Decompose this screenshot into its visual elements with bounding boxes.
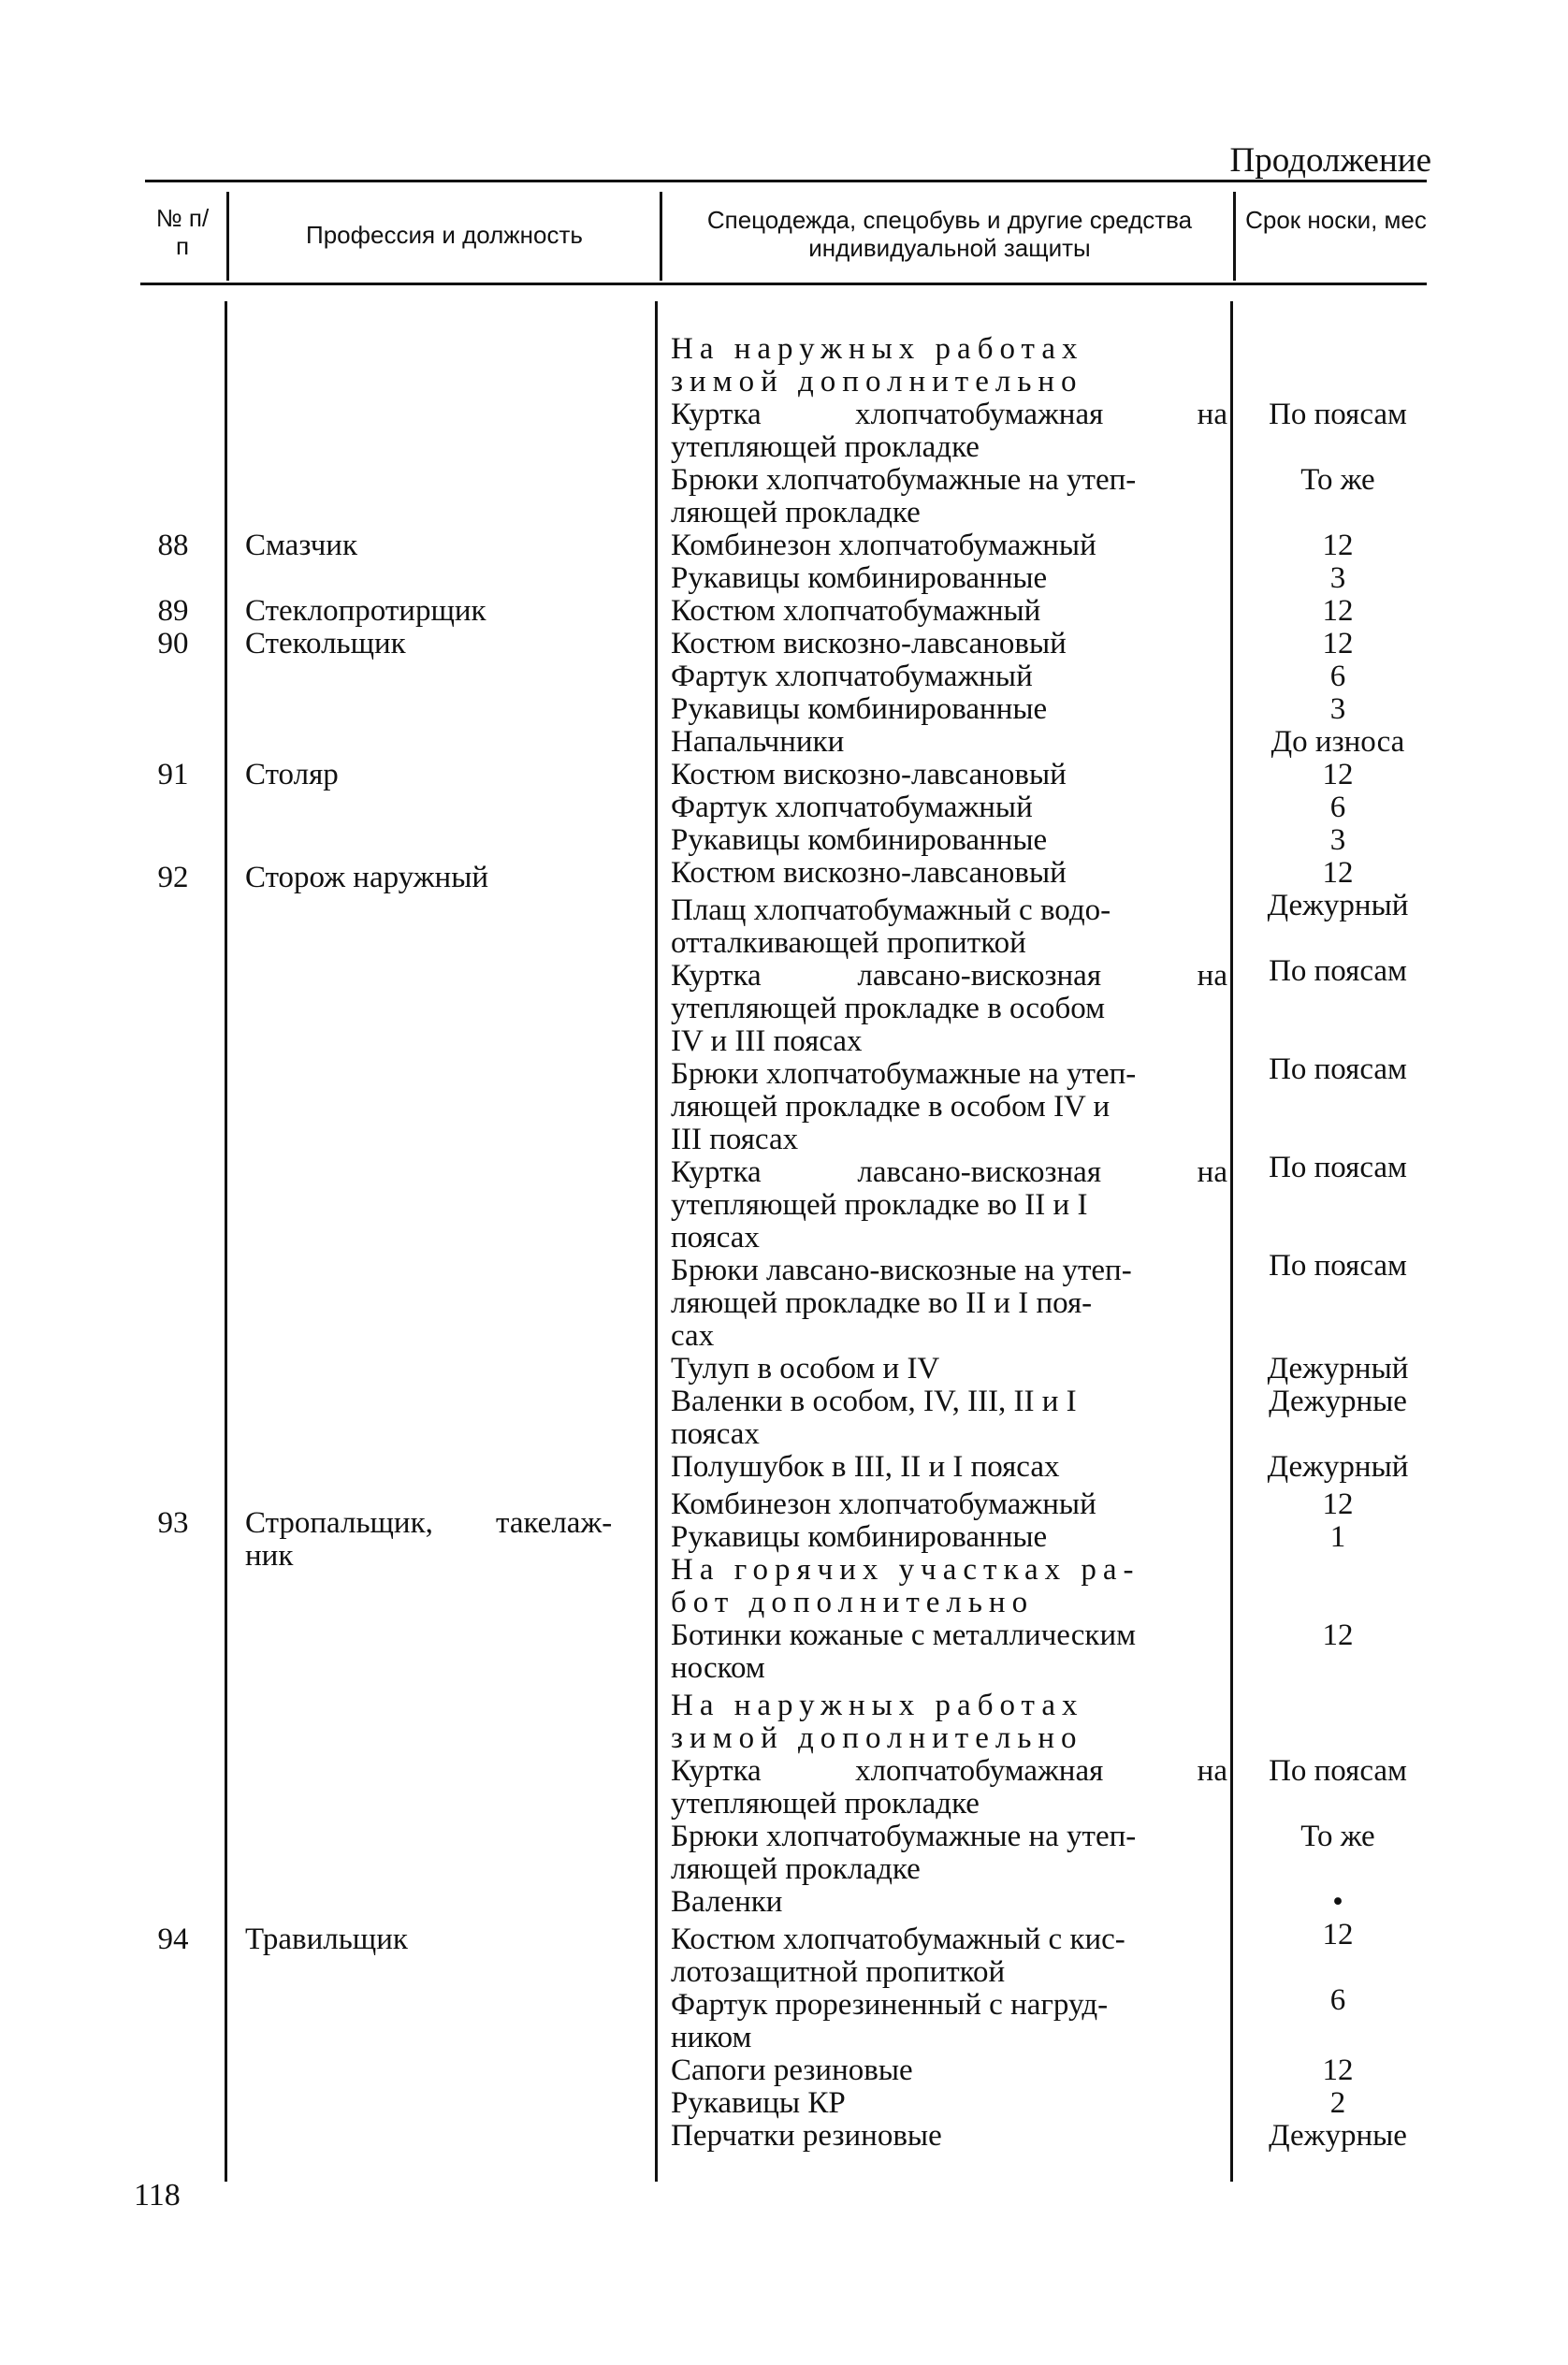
row-number: 93: [157, 1506, 189, 1540]
ppe-item-line: Напальчники: [671, 725, 845, 759]
wear-term-cell: 1: [1329, 1520, 1346, 1554]
wear-term-cell: 12: [1322, 594, 1354, 628]
wear-term-cell: 3: [1329, 692, 1346, 726]
ppe-item-line: Костюм вискозно-лавсановый: [671, 856, 1067, 890]
ppe-item-line: Фартук прорезиненный с нагруд-: [671, 1988, 1109, 2022]
wear-term-cell: 2: [1329, 2086, 1346, 2120]
ppe-item-line: зимой дополнительно: [671, 365, 1083, 399]
wear-term-cell: 6: [1329, 1983, 1346, 2017]
wear-term-cell: Дежурные: [1269, 2119, 1407, 2153]
ppe-item-line: ляющей прокладке: [671, 496, 921, 530]
ppe-item-line: Брюки хлопчатобумажные на утеп-: [671, 1057, 1137, 1091]
wear-term-cell: 12: [1322, 856, 1354, 890]
ppe-item-line: утепляющей прокладке: [671, 430, 980, 464]
ppe-item-line: Перчатки резиновые: [671, 2119, 942, 2153]
ppe-item-line: Валенки: [671, 1885, 783, 1919]
profession-name: ник: [245, 1539, 294, 1573]
page-number: 118: [134, 2178, 181, 2213]
wear-term-cell: То же: [1300, 463, 1375, 497]
header-items: Спецодежда, спецобувь и другие средства индивидуальной защиты: [706, 206, 1193, 262]
wear-term-cell: 12: [1322, 1618, 1354, 1652]
wear-term-cell: 12: [1322, 627, 1354, 660]
ppe-item-line: Брюки лавсано-вискозные на утеп-: [671, 1254, 1132, 1287]
ppe-item-line: На наружных работах: [671, 332, 1084, 366]
header-term: Срок носки, мес: [1245, 206, 1427, 234]
wear-term-cell: По поясам: [1269, 398, 1407, 431]
row-number: 92: [157, 861, 189, 894]
ppe-item-line: Комбинезон хлопчатобумажный: [671, 529, 1096, 562]
wear-term-cell: Дежурный: [1267, 1352, 1409, 1386]
ppe-item-line: Полушубок в III, II и I поясах: [671, 1450, 1060, 1484]
wear-term-cell: 6: [1329, 660, 1346, 693]
wear-term-cell: 6: [1329, 791, 1346, 824]
profession-name: Стеклопротирщик: [245, 594, 486, 628]
wear-term-cell: Дежурные: [1269, 1385, 1407, 1418]
body-divider-2: [655, 301, 658, 2182]
ppe-item-line: Куртка хлопчатобумажная на: [671, 1754, 1227, 1788]
row-number: 94: [157, 1922, 189, 1956]
ppe-item-line: Ботинки кожаные с металлическим: [671, 1618, 1136, 1652]
ppe-item-line: Плащ хлопчатобумажный с водо-: [671, 893, 1111, 927]
row-number: 89: [157, 594, 189, 628]
ppe-item-line: Костюм вискозно-лавсановый: [671, 758, 1067, 791]
wear-term-cell: По поясам: [1269, 1151, 1407, 1184]
header-profession: Профессия и должность: [306, 221, 583, 249]
header-divider-1: [226, 192, 229, 281]
body-divider-3: [1230, 301, 1233, 2182]
body-divider-1: [225, 301, 227, 2182]
ppe-item-line: Рукавицы КР: [671, 2086, 846, 2120]
ppe-item-line: зимой дополнительно: [671, 1721, 1083, 1755]
ppe-item-line: Куртка хлопчатобумажная на: [671, 398, 1227, 431]
profession-name: Стропальщик,: [245, 1506, 433, 1540]
continuation-label: Продолжение: [1229, 141, 1431, 180]
ppe-item-line: Валенки в особом, IV, III, II и I: [671, 1385, 1077, 1418]
profession-name: Столяр: [245, 758, 339, 791]
ppe-item-line: Рукавицы комбинированные: [671, 1520, 1048, 1554]
ppe-item-line: На горячих участках ра-: [671, 1553, 1140, 1587]
ppe-item-line: Сапоги резиновые: [671, 2053, 913, 2087]
row-number: 90: [157, 627, 189, 660]
ppe-item-line: поясах: [671, 1417, 760, 1451]
profession-name: Сторож наружный: [245, 861, 489, 894]
wear-term-cell: 12: [1322, 2053, 1354, 2087]
ppe-item-line: ляющей прокладке: [671, 1852, 921, 1886]
ppe-item-line: Брюки хлопчатобумажные на утеп-: [671, 1820, 1137, 1853]
wear-term-cell: Дежурный: [1267, 889, 1409, 922]
header-bottom-rule: [140, 283, 1427, 285]
ppe-item-line: Рукавицы комбинированные: [671, 692, 1048, 726]
wear-term-cell: 3: [1329, 823, 1346, 857]
ppe-item-line: носком: [671, 1651, 765, 1685]
wear-term-cell: 12: [1322, 529, 1354, 562]
wear-term-cell: По поясам: [1269, 1052, 1407, 1086]
ppe-item-line: Куртка лавсано-вискозная на: [671, 959, 1227, 993]
ppe-item-line: Костюм хлопчатобумажный с кис-: [671, 1922, 1125, 1956]
ppe-item-line: III поясах: [671, 1123, 799, 1156]
ppe-item-line: Костюм хлопчатобумажный: [671, 594, 1041, 628]
header-num: № п/п: [155, 204, 210, 260]
ppe-item-line: утепляющей прокладке в особом: [671, 992, 1106, 1025]
profession-name: Смазчик: [245, 529, 357, 562]
wear-term-cell: По поясам: [1269, 954, 1407, 988]
ppe-item-line: Фартук хлопчатобумажный: [671, 660, 1033, 693]
wear-term-cell: По поясам: [1269, 1754, 1407, 1788]
ppe-item-line: Тулуп в особом и IV: [671, 1352, 940, 1386]
header-divider-3: [1233, 192, 1236, 281]
ppe-item-line: Фартук хлопчатобумажный: [671, 791, 1033, 824]
header-top-rule: [145, 180, 1427, 182]
ppe-item-line: ником: [671, 2021, 752, 2054]
ppe-item-line: Брюки хлопчатобумажные на утеп-: [671, 463, 1137, 497]
ppe-item-line: лотозащитной пропиткой: [671, 1955, 1006, 1989]
wear-term-cell: 3: [1329, 561, 1346, 595]
wear-term-cell: То же: [1300, 1820, 1375, 1853]
row-number: 88: [157, 529, 189, 562]
header-divider-2: [660, 192, 662, 281]
ppe-item-line: ляющей прокладке в особом IV и: [671, 1090, 1111, 1124]
ppe-item-line: ляющей прокладке во II и I поя-: [671, 1286, 1093, 1320]
ppe-item-line: поясах: [671, 1221, 760, 1255]
ppe-item-line: На наружных работах: [671, 1689, 1084, 1722]
wear-term-cell: До износа: [1270, 725, 1405, 759]
wear-term-cell: По поясам: [1269, 1249, 1407, 1283]
ppe-item-line: IV и III поясах: [671, 1024, 863, 1058]
ppe-item-line: Рукавицы комбинированные: [671, 561, 1048, 595]
wear-term-cell: Дежурный: [1267, 1450, 1409, 1484]
ppe-item-line: Куртка лавсано-вискозная на: [671, 1155, 1227, 1189]
ppe-item-line: Костюм вискозно-лавсановый: [671, 627, 1067, 660]
ppe-item-line: Рукавицы комбинированные: [671, 823, 1048, 857]
ppe-item-line: бот дополнительно: [671, 1586, 1035, 1619]
ppe-item-line: утепляющей прокладке: [671, 1787, 980, 1821]
wear-term-cell: •: [1332, 1885, 1343, 1919]
ppe-item-line: отталкивающей пропиткой: [671, 926, 1026, 960]
profession-name: Стекольщик: [245, 627, 406, 660]
profession-name: такелаж-: [496, 1506, 613, 1540]
wear-term-cell: 12: [1322, 1487, 1354, 1521]
wear-term-cell: 12: [1322, 758, 1354, 791]
ppe-item-line: сах: [671, 1319, 715, 1353]
ppe-item-line: утепляющей прокладке во II и I: [671, 1188, 1088, 1222]
profession-name: Травильщик: [245, 1922, 408, 1956]
row-number: 91: [157, 758, 189, 791]
wear-term-cell: 12: [1322, 1918, 1354, 1951]
ppe-item-line: Комбинезон хлопчатобумажный: [671, 1487, 1096, 1521]
